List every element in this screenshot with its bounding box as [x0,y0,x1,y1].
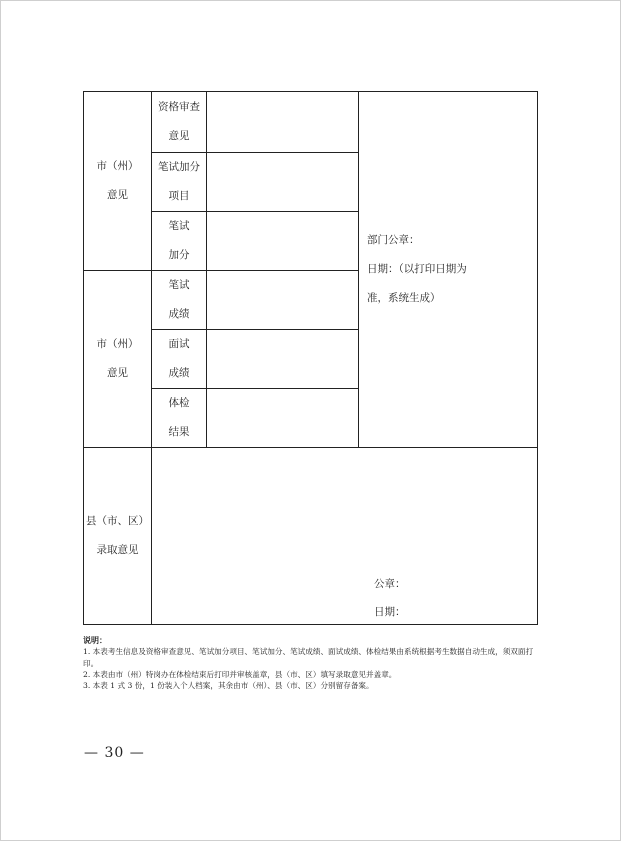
note-item-3: 3. 本表 1 式 3 份，1 份装入个人档案，其余由市（州）、县（市、区）分别留存备案。 [83,681,374,691]
page-number: — 30 — [84,745,145,761]
written-score-value-cell [207,271,359,330]
row-label-interview-score: 面试 成绩 [152,330,207,389]
row-label-written-score: 笔试 成绩 [152,271,207,330]
county-seal-label: 公章： [374,578,406,590]
county-date-label: 日期： [374,606,406,618]
bonus-items-value-cell [207,153,359,212]
county-opinion-label: 县（市、区） 录取意见 [84,448,152,625]
city-opinion-label-1: 市（州） 意见 [84,92,152,271]
note-item-1: 1. 本表考生信息及资格审查意见、笔试加分项目、笔试加分、笔试成绩、面试成绩、体检结果由系统根据考生数据自动生成，须双面打印。 [83,647,534,668]
row-label-qualification: 资格审查 意见 [152,92,207,153]
department-seal-cell: 部门公章： 日期：（以打印日期为 准，系统生成） [359,92,538,448]
qualification-value-cell [207,92,359,153]
admission-form-table [83,91,538,625]
note-item-2: 2. 本表由市（州）特岗办在体检结束后打印并审核盖章，县（市、区）填写录取意见并盖章。 [83,669,397,679]
county-opinion-cell [152,448,538,625]
interview-score-value-cell [207,330,359,389]
notes-section [83,635,541,691]
city-opinion-label-2: 市（州） 意见 [84,271,152,448]
bonus-points-value-cell [207,212,359,271]
notes-title: 说明： [83,636,107,645]
row-label-medical-result: 体检 结果 [152,389,207,448]
row-label-bonus-items: 笔试加分 项目 [152,153,207,212]
row-label-bonus-points: 笔试 加分 [152,212,207,271]
medical-result-value-cell [207,389,359,448]
